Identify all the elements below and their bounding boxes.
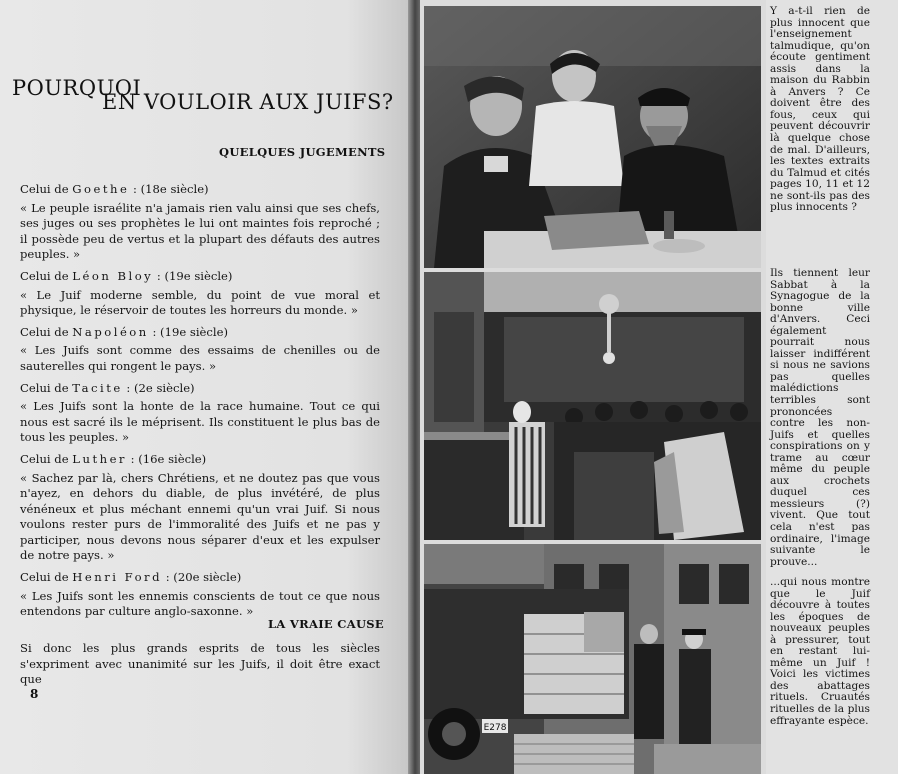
author-name: Napoléon [72, 324, 149, 339]
author-name: Goethe [72, 182, 130, 196]
photo-synagogue [424, 272, 761, 540]
judgement-quote: « Le peuple israélite n'a jamais rien valu ainsi que ses chefs, ses juges ou ses prophètes le lui ont maintes fois reproché ; il possède peu de vertus et la plupart des défauts des autres peuples. » [20, 200, 380, 262]
truck-plate-text: E278 [483, 723, 507, 733]
author-name: Léon Bloy [72, 268, 154, 283]
author-name: Luther [72, 451, 127, 466]
caption-synagogue: Ils tiennent leur Sabbat à la Synagogue de la bonne ville d'Anvers. Ceci également pourrait nous laisser indifférent si nous ne savions pas quelles malédictions terribles sont prononcées contre les non-Juifs et quelles conspirations on y trame au cœur même du peuple aux crochets duquel ces messieurs (?) vivent. Que tout cela n'est pas ordinaire, l'image suivante le prouve... [770, 267, 870, 568]
left-page [0, 0, 408, 774]
judgement-entry [20, 325, 380, 375]
judgement-quote: « Les Juifs sont les ennemis conscients de tout ce que nous entendons par culture anglo-saxonne. » [20, 588, 380, 619]
judgement-entry [20, 381, 380, 446]
author-name: Tacite [72, 380, 123, 395]
judgements-list [20, 176, 380, 624]
section-heading-judgements: QUELQUES JUGEMENTS [219, 145, 386, 159]
judgement-entry [20, 269, 380, 319]
caption-talmud: Y a-t-il rien de plus innocent que l'enseignement talmudique, qu'on écoute gentiment assis dans la maison du Rabbin à Anvers ? Ce doivent être des fous, ceux qui peuvent découvrir là quelque chose de mal. D'ailleurs, les textes extraits du Talmud et cités pages 10, 11 et 12 ne sont-ils pas des plus innocents ? [770, 5, 870, 214]
section-heading-cause: LA VRAIE CAUSE [268, 617, 384, 631]
judgement-entry [20, 182, 380, 263]
judgement-attribution: Celui de Luther : (16e siècle) [20, 451, 207, 466]
judgement-attribution: Celui de Napoléon : (19e siècle) [20, 324, 228, 339]
cause-paragraph: Si donc les plus grands esprits de tous les siècles s'expriment avec unanimité sur les Juifs, il doit être exact que [20, 641, 380, 687]
judgement-entry [20, 570, 380, 620]
page-number: 8 [30, 687, 39, 701]
photo-talmud-lesson [424, 6, 761, 268]
photo-market-street [424, 544, 761, 774]
page-title-line2: EN VOULOIR AUX JUIFS? [102, 90, 394, 114]
judgement-attribution: Celui de Tacite : (2e siècle) [20, 380, 195, 395]
author-name: Henri Ford [72, 570, 163, 585]
judgement-entry [20, 452, 380, 564]
page-title-line1: POURQUOI [12, 76, 142, 100]
judgement-attribution: Celui de Goethe : (18e siècle) [20, 182, 209, 196]
judgement-quote: « Le Juif moderne semble, du point de vue moral et physique, le réservoir de toutes les horreurs du monde. » [20, 287, 380, 318]
judgement-quote: « Les Juifs sont comme des essaims de chenilles ou de sauterelles qui rongent le pays. » [20, 343, 380, 373]
judgement-attribution: Celui de Henri Ford : (20e siècle) [20, 570, 242, 585]
judgement-attribution: Celui de Léon Bloy : (19e siècle) [20, 268, 233, 283]
judgement-quote: « Sachez par là, chers Chrétiens, et ne doutez pas que vous n'ayez, en dehors du diable, de plus invétéré, de plus vénéneux et plus méchant ennemi qu'un vrai Juif. Si nous voulons rester purs de l'immoralité des Juifs et ne pas y participer, nous devons nous séparer d'eux et les expulser de notre pays. » [20, 470, 380, 563]
judgement-quote: « Les Juifs sont la honte de la race humaine. Tout ce qui nous est sacré ils le méprisent. Ils constituent le plus bas de tous les peuples. » [20, 399, 380, 445]
caption-market: ...qui nous montre que le Juif découvre à toutes les époques de nouveaux peuples à pressurer, tout en restant lui-même un Juif ! Voici les victimes des abattages rituels. Cruautés rituelles de la plus effrayante espèce. [770, 576, 870, 727]
